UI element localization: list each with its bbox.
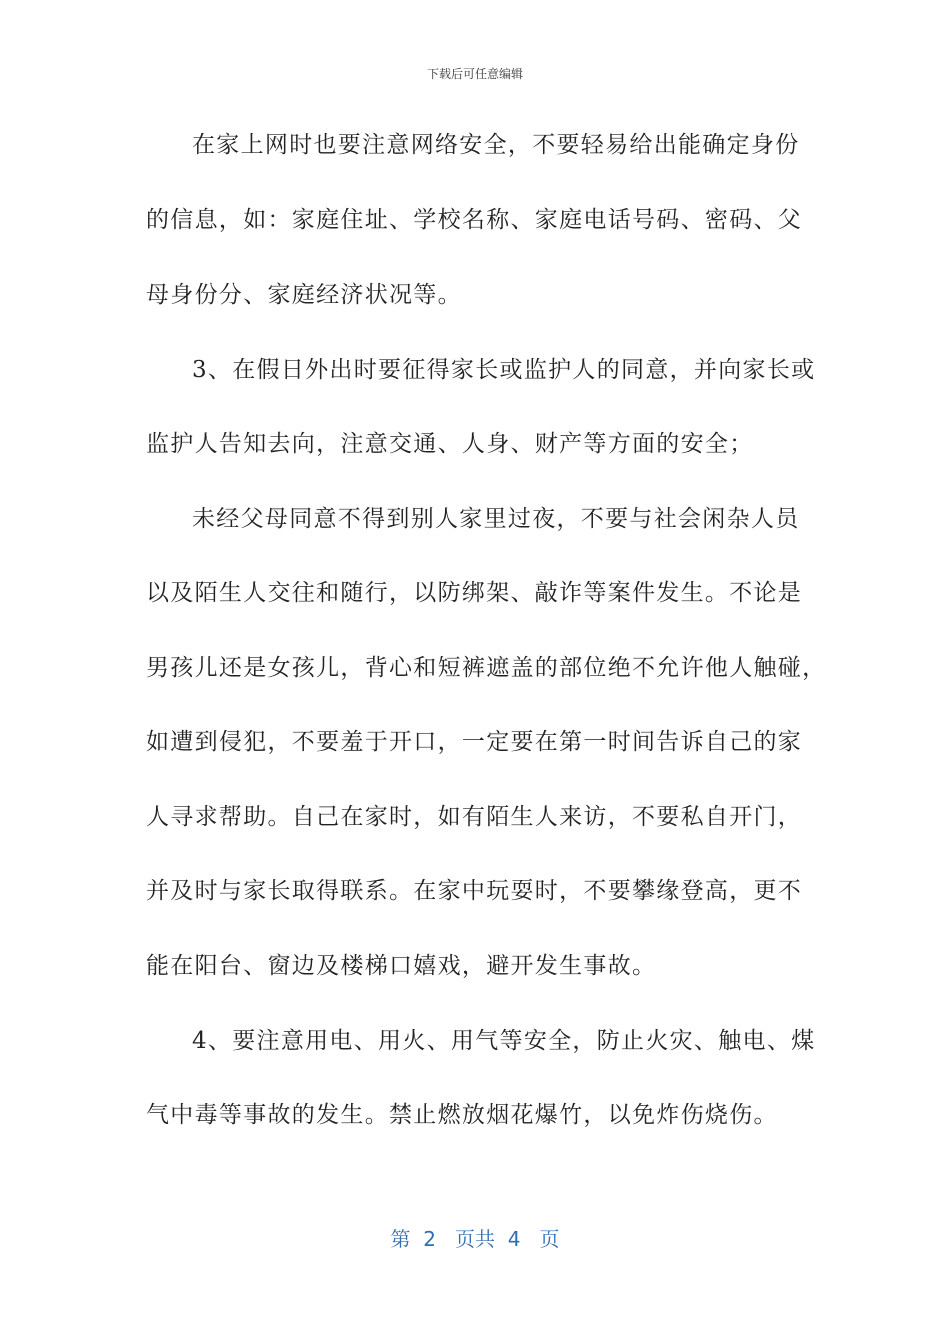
text-line: 4、要注意用电、用火、用气等安全，防止火灾、触电、煤 — [192, 1028, 816, 1054]
page-number: 第 2 页共 4 页 — [390, 1227, 560, 1251]
text-line: 人寻求帮助。自己在家时，如有陌生人来访，不要私自开门， — [146, 804, 803, 830]
text-line: 并及时与家长取得联系。在家中玩耍时，不要攀缘登高，更不 — [146, 878, 803, 904]
text-line: 在家上网时也要注意网络安全，不要轻易给出能确定身份 — [192, 132, 800, 158]
text-line: 监护人告知去向，注意交通、人身、财产等方面的安全； — [146, 431, 754, 457]
text-line: 能在阳台、窗边及楼梯口嬉戏，避开发生事故。 — [146, 953, 657, 979]
text-line: 男孩儿还是女孩儿，背心和短裤遮盖的部位绝不允许他人触碰， — [146, 655, 827, 681]
page-header: 下载后可任意编辑 — [426, 67, 523, 81]
text-line: 如遭到侵犯，不要羞于开口，一定要在第一时间告诉自己的家 — [146, 729, 803, 755]
text-line: 的信息，如：家庭住址、学校名称、家庭电话号码、密码、父 — [146, 207, 803, 233]
text-line: 母身份分、家庭经济状况等。 — [146, 282, 462, 308]
text-line: 未经父母同意不得到别人家里过夜，不要与社会闲杂人员 — [192, 506, 800, 532]
text-line: 气中毒等事故的发生。禁止燃放烟花爆竹，以免炸伤烧伤。 — [146, 1102, 778, 1128]
text-line: 3、在假日外出时要征得家长或监护人的同意，并向家长或 — [192, 357, 816, 383]
text-line: 以及陌生人交往和随行，以防绑架、敲诈等案件发生。不论是 — [146, 580, 803, 606]
